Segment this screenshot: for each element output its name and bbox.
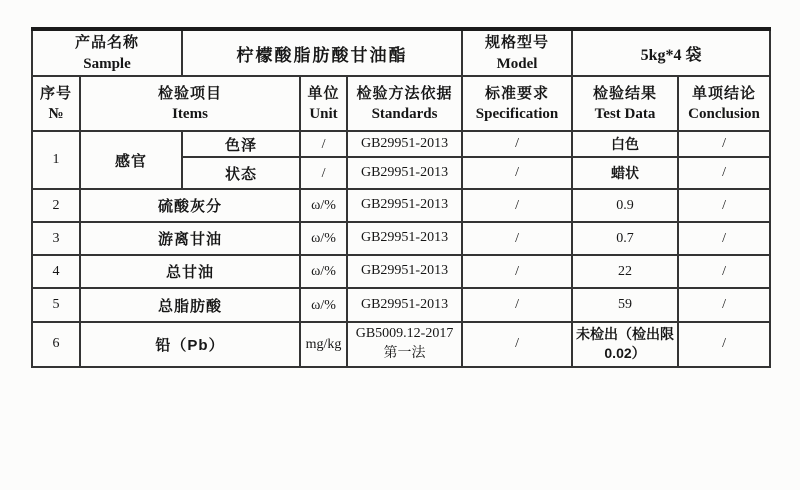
col-header-standards — [347, 76, 462, 131]
table-row-top-header — [32, 29, 770, 76]
table-row-6 — [32, 322, 770, 367]
col-header-result-en: Test Data — [594, 106, 656, 123]
cell-no: 2 — [32, 189, 80, 222]
cell-standard: GB29951-2013 — [347, 189, 462, 222]
cell-item: 硫酸灰分 — [80, 189, 300, 222]
cell-conclusion: / — [678, 157, 770, 189]
col-header-conclusion-zh: 单项结论 — [692, 84, 757, 102]
table-row-3 — [32, 222, 770, 255]
product-name-value-cell — [182, 29, 462, 76]
table-row-2 — [32, 189, 770, 222]
cell-no: 4 — [32, 255, 80, 288]
cell-standard: GB29951-2013 — [347, 288, 462, 322]
cell-standard: GB29951-2013 — [347, 222, 462, 255]
col-header-unit — [300, 76, 347, 131]
cell-item: 总脂肪酸 — [80, 288, 300, 322]
cell-no: 1 — [32, 131, 80, 189]
col-header-specification — [462, 76, 572, 131]
col-header-items-zh: 检验项目 — [158, 84, 223, 102]
col-header-result — [572, 76, 678, 131]
cell-spec: / — [462, 131, 572, 157]
col-header-no-en: № — [48, 106, 64, 123]
col-header-specification-en: Specification — [475, 106, 559, 123]
cell-conclusion: / — [678, 189, 770, 222]
model-value: 5kg*4 袋 — [640, 46, 702, 64]
col-header-no-zh: 序号 — [39, 84, 72, 102]
cell-item: 铅（Pb） — [80, 322, 300, 367]
product-name-label-cell — [32, 29, 182, 76]
cell-no: 6 — [32, 322, 80, 367]
cell-standard: GB5009.12-2017 第一法 — [347, 322, 462, 367]
cell-item: 感官 — [80, 131, 182, 189]
cell-result: 蜡状 — [572, 157, 678, 189]
cell-unit: / — [300, 131, 347, 157]
col-header-items-en: Items — [172, 106, 208, 123]
cell-result: 白色 — [572, 131, 678, 157]
cell-sub-item: 状态 — [182, 157, 300, 189]
cell-sub-item: 色泽 — [182, 131, 300, 157]
cell-spec: / — [462, 288, 572, 322]
cell-standard: GB29951-2013 — [347, 131, 462, 157]
cell-conclusion: / — [678, 131, 770, 157]
cell-spec: / — [462, 222, 572, 255]
col-header-specification-zh: 标准要求 — [485, 84, 550, 102]
col-header-no — [32, 76, 80, 131]
cell-standard: GB29951-2013 — [347, 157, 462, 189]
col-header-conclusion — [678, 76, 770, 131]
model-label-zh: 规格型号 — [485, 34, 550, 51]
model-value-cell — [572, 29, 770, 76]
cell-unit: mg/kg — [300, 322, 347, 367]
cell-no: 5 — [32, 288, 80, 322]
table-row-4 — [32, 255, 770, 288]
table-row-column-headers — [32, 76, 770, 131]
col-header-unit-en: Unit — [309, 106, 338, 123]
inspection-table — [31, 27, 771, 368]
col-header-items — [80, 76, 300, 131]
col-header-unit-zh: 单位 — [307, 84, 340, 102]
model-label-en: Model — [496, 55, 538, 72]
cell-result: 0.9 — [572, 189, 678, 222]
cell-spec: / — [462, 189, 572, 222]
cell-spec: / — [462, 157, 572, 189]
cell-unit: / — [300, 157, 347, 189]
model-label-cell — [462, 29, 572, 76]
cell-result: 22 — [572, 255, 678, 288]
cell-unit: ω/% — [300, 288, 347, 322]
cell-unit: ω/% — [300, 222, 347, 255]
cell-result: 未检出（检出限 0.02） — [572, 322, 678, 367]
cell-result: 0.7 — [572, 222, 678, 255]
cell-spec: / — [462, 255, 572, 288]
col-header-result-zh: 检验结果 — [593, 84, 658, 102]
table-row-1a — [32, 131, 770, 157]
cell-conclusion: / — [678, 322, 770, 367]
product-name-label-en: Sample — [83, 55, 131, 72]
cell-unit: ω/% — [300, 255, 347, 288]
cell-no: 3 — [32, 222, 80, 255]
cell-conclusion: / — [678, 255, 770, 288]
cell-result: 59 — [572, 288, 678, 322]
cell-item: 游离甘油 — [80, 222, 300, 255]
product-name-value: 柠檬酸脂肪酸甘油酯 — [236, 45, 408, 65]
table-row-5 — [32, 288, 770, 322]
col-header-standards-zh: 检验方法依据 — [356, 84, 453, 102]
cell-unit: ω/% — [300, 189, 347, 222]
cell-conclusion: / — [678, 222, 770, 255]
report-sheet — [31, 27, 771, 368]
cell-standard: GB29951-2013 — [347, 255, 462, 288]
product-name-label-zh: 产品名称 — [75, 34, 140, 51]
cell-conclusion: / — [678, 288, 770, 322]
col-header-conclusion-en: Conclusion — [688, 106, 760, 123]
cell-item: 总甘油 — [80, 255, 300, 288]
cell-spec: / — [462, 322, 572, 367]
col-header-standards-en: Standards — [371, 106, 438, 123]
